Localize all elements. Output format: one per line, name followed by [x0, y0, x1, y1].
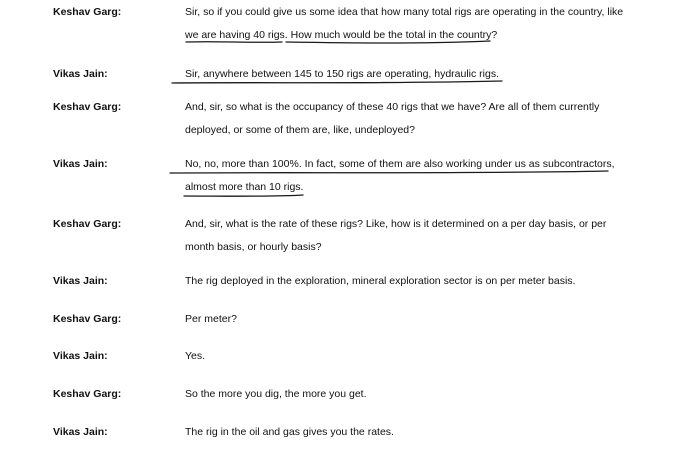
- speaker-name: Vikas Jain:: [53, 350, 108, 362]
- speaker-name: Vikas Jain:: [53, 275, 108, 287]
- speech-line: deployed, or some of them are, like, undeployed?: [185, 124, 415, 136]
- speech-line: And, sir, so what is the occupancy of these 40 rigs that we have? Are all of them currently: [185, 101, 600, 113]
- speech-text: [185, 101, 625, 147]
- speech-text: [185, 350, 625, 373]
- speech-text: [185, 275, 625, 298]
- speaker-name: Keshav Garg:: [53, 218, 122, 230]
- speech-line: No, no, more than 100%. In fact, some of them are also working under us as subcontractors,: [185, 158, 615, 170]
- speech-line: we are having 40 rigs. How much would be the total in the country?: [185, 29, 498, 41]
- speaker-name: Vikas Jain:: [53, 426, 108, 438]
- speech-line: month basis, or hourly basis?: [185, 241, 322, 253]
- speech-text: [185, 68, 625, 91]
- speech-text: [185, 158, 625, 204]
- speech-line: Sir, so if you could give us some idea that how many total rigs are operating in the country, like: [185, 6, 624, 18]
- speaker-name: Vikas Jain:: [53, 158, 108, 170]
- speech-line: Sir, anywhere between 145 to 150 rigs are operating, hydraulic rigs.: [185, 68, 500, 80]
- speech-text: [185, 426, 625, 449]
- speech-line: So the more you dig, the more you get.: [185, 388, 367, 400]
- speech-line: Yes.: [185, 350, 206, 362]
- speaker-name: Keshav Garg:: [53, 388, 122, 400]
- speaker-name: Vikas Jain:: [53, 68, 108, 80]
- speech-line: And, sir, what is the rate of these rigs? Like, how is it determined on a per day basis, or per: [185, 218, 607, 230]
- speech-line: almost more than 10 rigs.: [185, 181, 304, 193]
- speech-line: Per meter?: [185, 313, 237, 325]
- speaker-name: Keshav Garg:: [53, 313, 122, 325]
- speech-text: [185, 388, 625, 411]
- speaker-name: Keshav Garg:: [53, 6, 122, 18]
- speech-line: The rig deployed in the exploration, mineral exploration sector is on per meter basis.: [185, 275, 576, 287]
- speaker-name: Keshav Garg:: [53, 101, 122, 113]
- speech-text: [185, 6, 625, 52]
- speech-line: The rig in the oil and gas gives you the rates.: [185, 426, 394, 438]
- speech-text: [185, 313, 625, 336]
- speech-text: [185, 218, 625, 264]
